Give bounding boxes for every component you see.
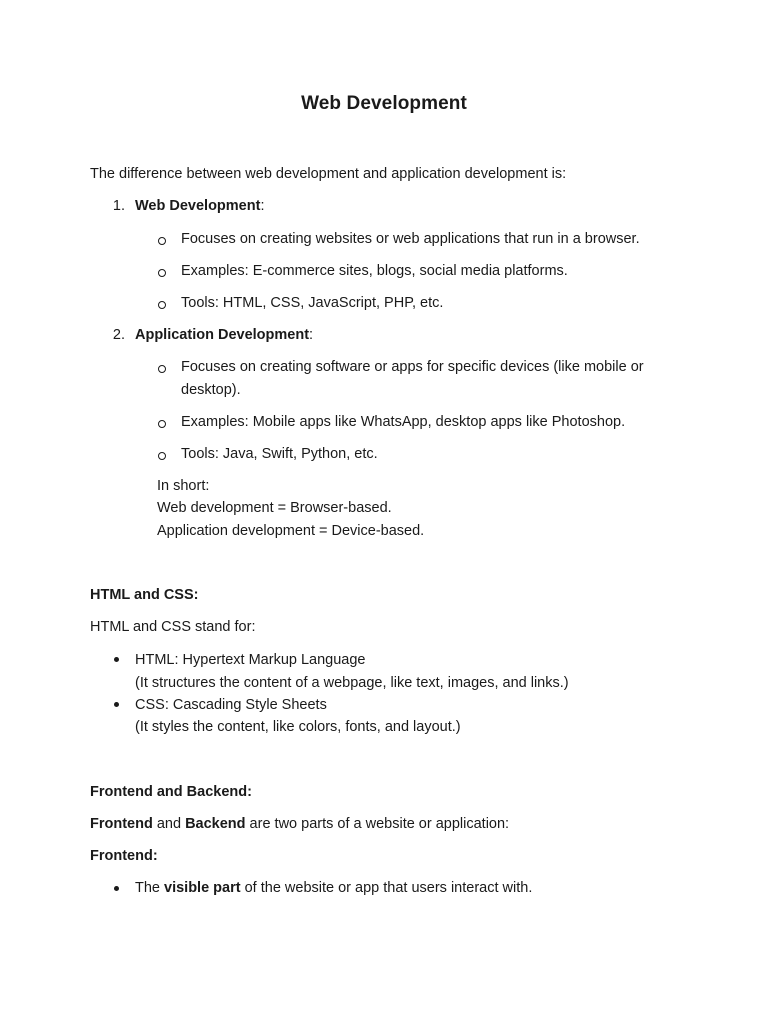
- list-number: 1.: [112, 198, 125, 214]
- heading-text: Application Development: [135, 327, 310, 343]
- bullet-bold: visible part: [164, 880, 241, 896]
- bullet-icon: [114, 886, 119, 891]
- circle-bullet-icon: [158, 237, 166, 245]
- bullet-icon: [114, 702, 119, 707]
- list-item-1-bullet-2: Examples: E-commerce sites, blogs, social media platforms.: [181, 263, 568, 279]
- intro-rest: are two parts of a website or application:: [245, 816, 510, 832]
- frontend-heading: Frontend:: [90, 848, 158, 864]
- page-title: Web Development: [301, 93, 467, 114]
- frontend-bullet: [135, 877, 532, 899]
- list-item-1-bullet-3: Tools: HTML, CSS, JavaScript, PHP, etc.: [181, 295, 444, 311]
- intro-bold-backend: Backend: [185, 816, 246, 832]
- css-item-line-2: (It styles the content, like colors, fonts, and layout.): [135, 719, 461, 735]
- circle-bullet-icon: [158, 365, 166, 373]
- list-item-2-bullet-3: Tools: Java, Swift, Python, etc.: [181, 446, 378, 462]
- html-css-intro: HTML and CSS stand for:: [90, 619, 256, 635]
- list-item-1-bullet-1: Focuses on creating websites or web applications that run in a browser.: [181, 231, 640, 247]
- summary-line-3: Application development = Device-based.: [157, 523, 425, 539]
- intro-bold-frontend: Frontend: [90, 816, 153, 832]
- html-item-line-1: HTML: Hypertext Markup Language: [135, 652, 366, 668]
- section-heading-html-css: HTML and CSS:: [90, 587, 199, 603]
- css-item-line-1: CSS: Cascading Style Sheets: [135, 697, 327, 713]
- list-number: 2.: [112, 327, 125, 343]
- heading-text: Web Development: [135, 198, 261, 214]
- bullet-icon: [114, 657, 119, 662]
- heading-colon: :: [309, 327, 314, 343]
- circle-bullet-icon: [158, 269, 166, 277]
- heading-colon: :: [260, 198, 265, 214]
- circle-bullet-icon: [158, 420, 166, 428]
- bullet-post: of the website or app that users interact with.: [240, 880, 533, 896]
- list-item-2-bullet-1: Focuses on creating software or apps for specific devices (like mobile or: [181, 359, 644, 375]
- summary-line-1: In short:: [157, 478, 210, 494]
- section-heading-frontend-backend: Frontend and Backend:: [90, 784, 252, 800]
- intro-and: and: [152, 816, 186, 832]
- circle-bullet-icon: [158, 452, 166, 460]
- list-item-2-bullet-2: Examples: Mobile apps like WhatsApp, desktop apps like Photoshop.: [181, 414, 626, 430]
- list-item-1-heading: [135, 195, 264, 217]
- summary-line-2: Web development = Browser-based.: [157, 500, 392, 516]
- list-item-2-bullet-1-cont: desktop).: [181, 382, 241, 398]
- bullet-pre: The: [135, 880, 165, 896]
- circle-bullet-icon: [158, 301, 166, 309]
- intro-paragraph: The difference between web development and application development is:: [90, 166, 567, 182]
- frontend-backend-intro: [90, 813, 509, 835]
- html-item-line-2: (It structures the content of a webpage, like text, images, and links.): [135, 675, 569, 691]
- list-item-2-heading: [135, 324, 313, 346]
